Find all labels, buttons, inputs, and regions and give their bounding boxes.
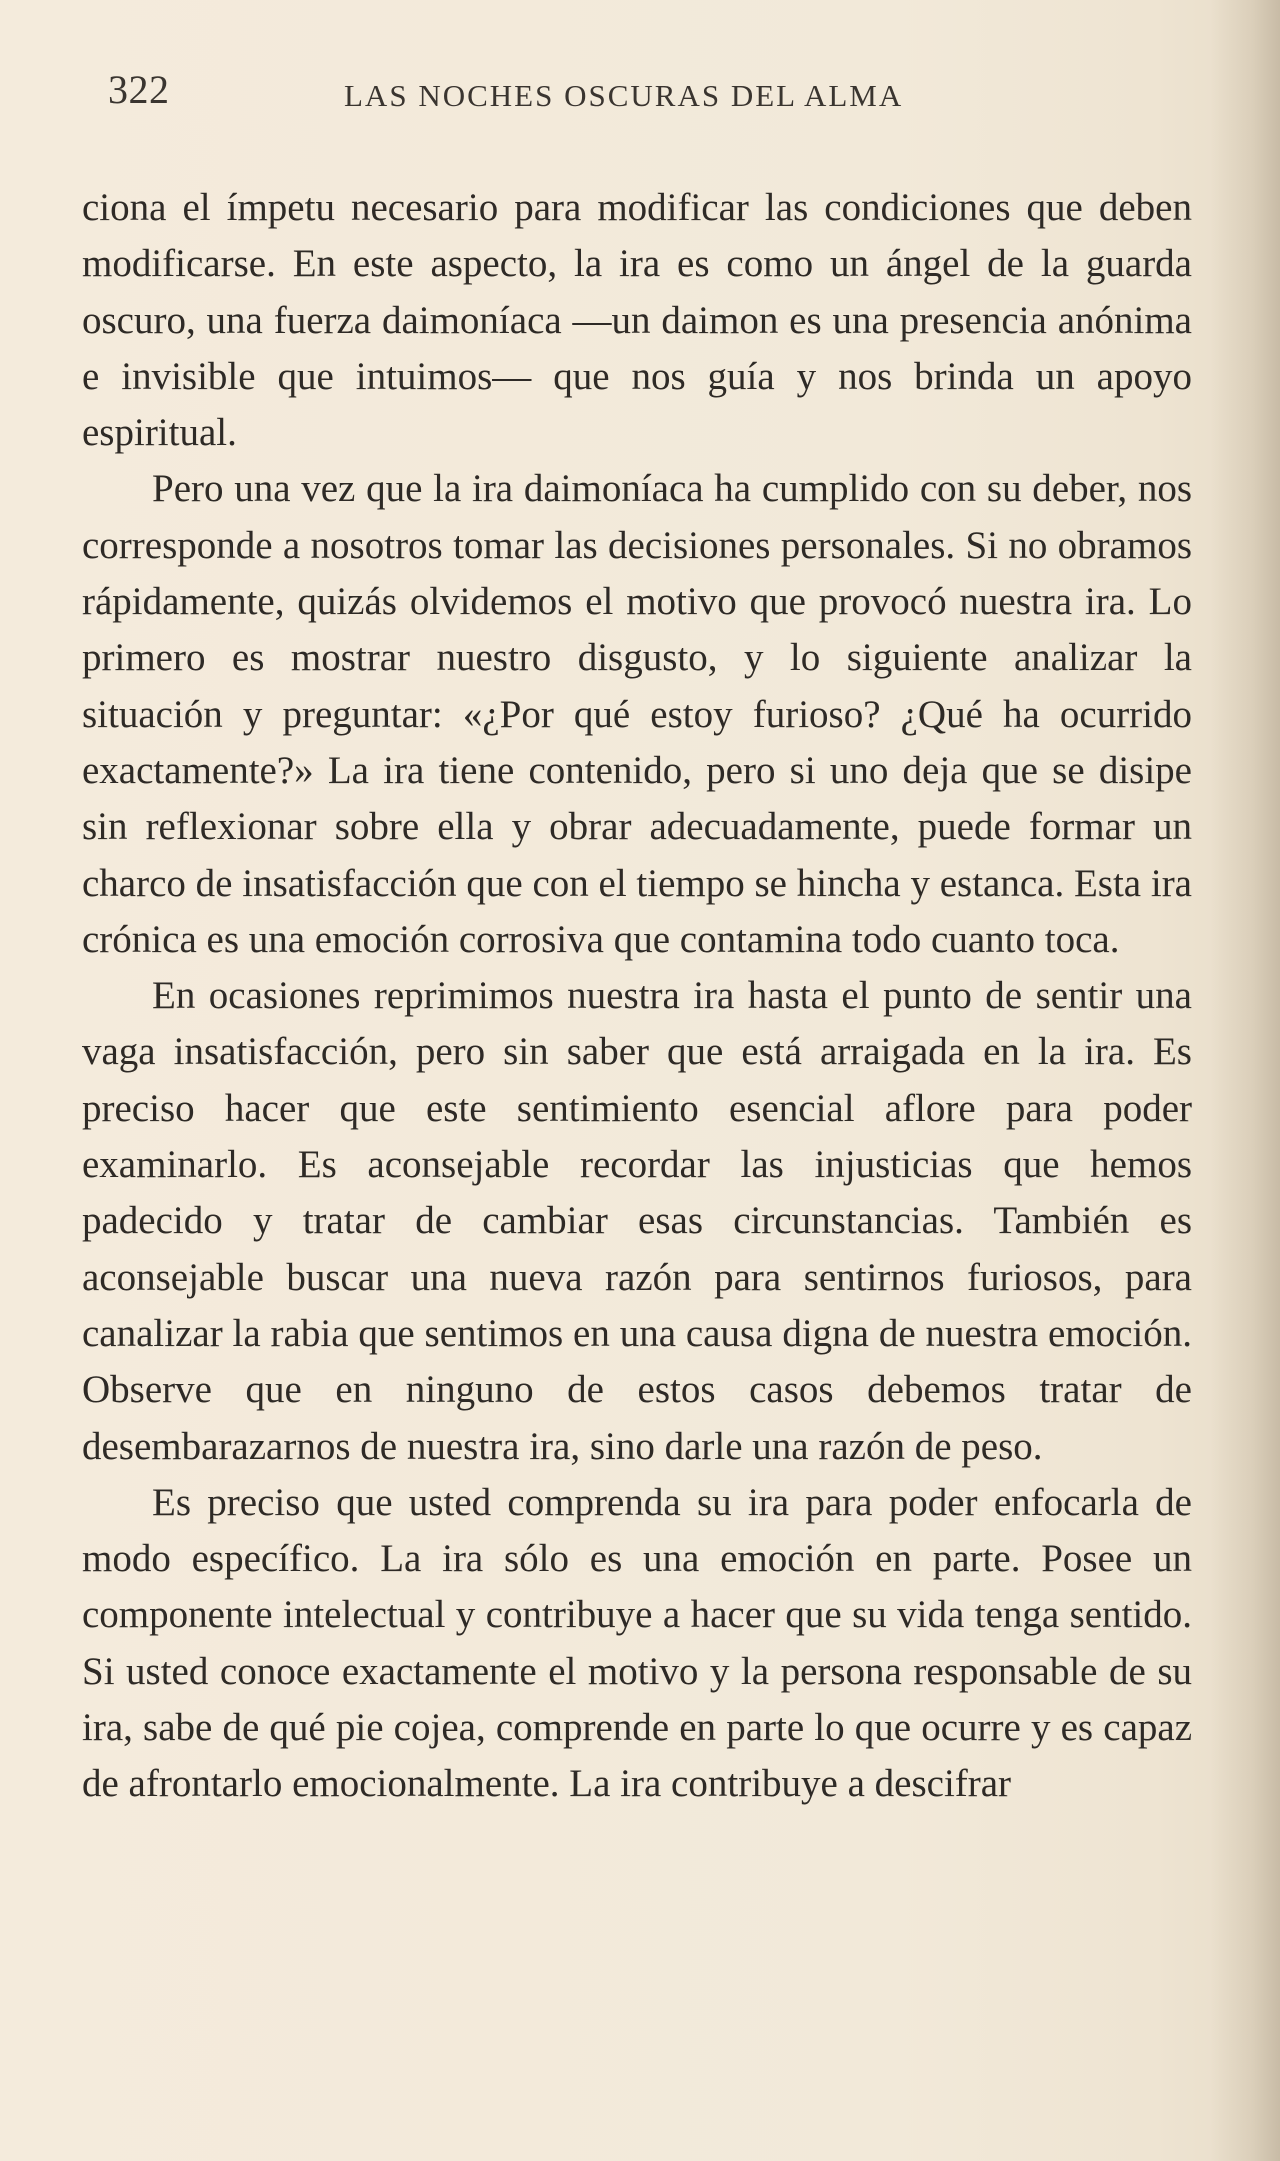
page-header: [108, 60, 1198, 120]
running-title: LAS NOCHES OSCURAS DEL ALMA: [344, 78, 904, 113]
body-text: [82, 180, 1192, 1813]
page-gutter-shadow: [1210, 0, 1280, 2161]
paragraph-3: En ocasiones reprimimos nuestra ira hasta el punto de sentir una vaga insatisfacción, pero sin saber que está arraigada en la ira. Es preciso hacer que este sentimiento esencial aflore para poder examinarlo. Es aconsejable recordar las injusticias que hemos padecido y tratar de cambiar esas circunstancias. También es aconsejable buscar una nueva razón para sentirnos furiosos, para canalizar la rabia que sentimos en una causa digna de nuestra emoción. Observe que en ninguno de estos casos debemos tratar de desembarazarnos de nuestra ira, sino darle una razón de peso.: [82, 974, 1192, 1468]
paragraph-2: Pero una vez que la ira daimoníaca ha cumplido con su deber, nos corresponde a nosotros tomar las decisiones personales. Si no obramos rápidamente, quizás olvidemos el motivo que provocó nuestra ira. Lo primero es mostrar nuestro disgusto, y lo siguiente analizar la situación y preguntar: «¿Por qué estoy furioso? ¿Qué ha ocurrido exactamente?» La ira tiene contenido, pero si uno deja que se disipe sin reflexionar sobre ella y obrar adecuadamente, puede formar un charco de insatisfacción que con el tiempo se hincha y estanca. Esta ira crónica es una emoción corrosiva que contamina todo cuanto toca.: [82, 467, 1192, 961]
paragraph-4: Es preciso que usted comprenda su ira para poder enfocarla de modo específico. La ira sólo es una emoción en parte. Posee un componente intelectual y contribuye a hacer que su vida tenga sentido. Si usted conoce exactamente el motivo y la persona responsable de su ira, sabe de qué pie cojea, comprende en parte lo que ocurre y es capaz de afrontarlo emocionalmente. La ira contribuye a descifrar: [82, 1480, 1192, 1806]
paragraph-1: ciona el ímpetu necesario para modificar las condiciones que deben modificarse. En este aspecto, la ira es como un ángel de la guarda oscuro, una fuerza daimoníaca —un daimon es una presencia anónima e invisible que intuimos— que nos guía y nos brinda un apoyo espiritual.: [82, 186, 1192, 455]
page-number: 322: [108, 67, 170, 112]
